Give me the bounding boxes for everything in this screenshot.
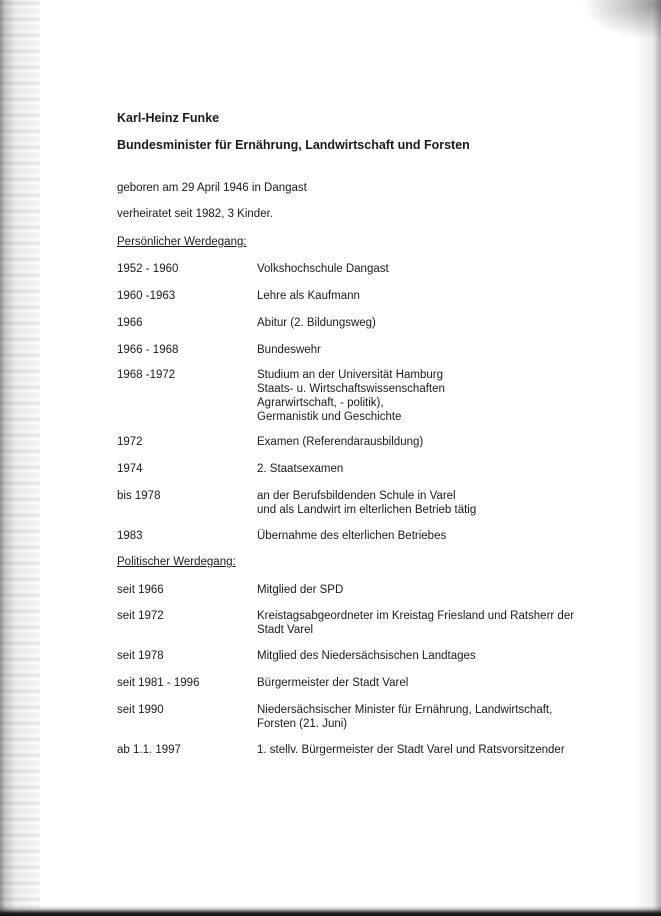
political-heading: Politischer Werdegang:: [117, 556, 236, 568]
political-year: seit 1966: [117, 584, 164, 596]
career-description: [257, 343, 587, 357]
description-line: Volkshochschule Dangast: [257, 263, 389, 275]
career-description: [257, 368, 587, 424]
career-description: [257, 262, 587, 276]
political-year: seit 1972: [117, 610, 164, 622]
political-description: [257, 676, 587, 690]
career-year: 1966: [117, 317, 143, 329]
description-line: Bürgermeister der Stadt Varel: [257, 677, 409, 689]
description-line: Abitur (2. Bildungsweg): [257, 317, 376, 329]
political-description: [257, 743, 587, 757]
career-year: 1974: [117, 463, 143, 475]
family-line: verheiratet seit 1982, 3 Kinder.: [117, 208, 273, 220]
political-year: seit 1978: [117, 650, 164, 662]
office-title: Bundesminister für Ernährung, Landwirtschaft und Forsten: [117, 138, 470, 152]
political-year: seit 1981 - 1996: [117, 677, 200, 689]
career-year: 1968 -1972: [117, 369, 176, 381]
description-line: Übernahme des elterlichen Betriebes: [257, 530, 447, 542]
career-year: bis 1978: [117, 490, 161, 502]
description-line: Lehre als Kaufmann: [257, 290, 360, 302]
description-line: Forsten (21. Juni): [257, 718, 348, 730]
description-line: Examen (Referendarausbildung): [257, 436, 424, 448]
career-year: 1972: [117, 436, 143, 448]
political-description: [257, 703, 587, 731]
birth-line: geboren am 29 April 1946 in Dangast: [117, 182, 307, 194]
description-line: an der Berufsbildenden Schule in Varel: [257, 490, 456, 502]
career-description: [257, 529, 587, 543]
description-line: 1. stellv. Bürgermeister der Stadt Varel und Ratsvorsitzender: [257, 744, 565, 756]
career-description: [257, 489, 587, 517]
description-line: Germanistik und Geschichte: [257, 411, 402, 423]
career-year: 1983: [117, 530, 143, 542]
political-description: [257, 609, 587, 637]
career-heading: Persönlicher Werdegang:: [117, 236, 247, 248]
description-line: Staats- u. Wirtschaftswissenschaften: [257, 383, 445, 395]
political-description: [257, 649, 587, 663]
description-line: und als Landwirt im elterlichen Betrieb tätig: [257, 504, 477, 516]
career-year: 1952 - 1960: [117, 263, 179, 275]
political-description: [257, 583, 587, 597]
description-line: Kreistagsabgeordneter im Kreistag Friesland und Ratsherr der: [257, 610, 575, 622]
description-line: Studium an der Universität Hamburg: [257, 369, 443, 381]
description-line: Mitglied des Niedersächsischen Landtages: [257, 650, 476, 662]
career-year: 1966 - 1968: [117, 344, 179, 356]
career-year: 1960 -1963: [117, 290, 176, 302]
career-description: [257, 316, 587, 330]
description-line: Niedersächsischer Minister für Ernährung, Landwirtschaft,: [257, 704, 553, 716]
description-line: Stadt Varel: [257, 624, 314, 636]
description-line: Mitglied der SPD: [257, 584, 344, 596]
description-line: Bundeswehr: [257, 344, 321, 356]
political-year: ab 1.1. 1997: [117, 744, 181, 756]
description-line: 2. Staatsexamen: [257, 463, 344, 475]
description-line: Agrarwirtschaft, - politik),: [257, 397, 384, 409]
career-description: [257, 462, 587, 476]
political-year: seit 1990: [117, 704, 164, 716]
person-name: Karl-Heinz Funke: [117, 111, 220, 125]
career-description: [257, 289, 587, 303]
career-description: [257, 435, 587, 449]
